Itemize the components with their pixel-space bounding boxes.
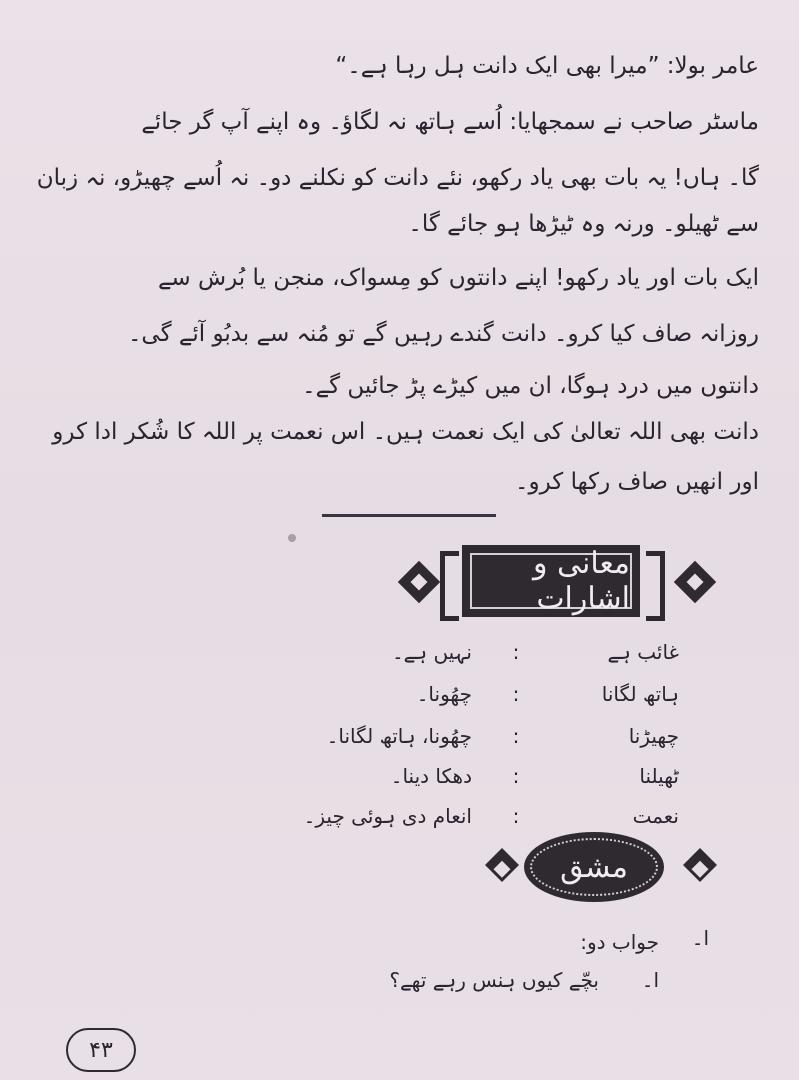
- glossary-row: [0, 682, 799, 718]
- glossary-term: غائب ہے: [607, 640, 679, 664]
- paragraph-line: ماسٹر صاحب نے سمجھایا: اُسے ہاتھ نہ لگاؤ۔ وہ اپنے آپ گر جائے: [141, 109, 759, 135]
- glossary-colon: :: [512, 804, 520, 828]
- page-number-text: ۴۳: [89, 1037, 113, 1063]
- exercise-oval: [524, 832, 664, 902]
- glossary-meaning: نہیں ہے۔: [391, 640, 472, 664]
- glossary-meaning: چھُونا، ہاتھ لگانا۔: [326, 724, 472, 748]
- glossary-term: نعمت: [632, 804, 679, 828]
- paragraph-line: دانت بھی اللہ تعالیٰ کی ایک نعمت ہیں۔ اس نعمت پر اللہ کا شُکر ادا کرو: [52, 419, 759, 445]
- glossary-row: [0, 724, 799, 760]
- paragraph-line: روزانہ صاف کیا کرو۔ دانت گندے رہیں گے تو مُنہ سے بدبُو آئے گی۔: [127, 321, 759, 347]
- question-number: ا۔: [691, 926, 709, 950]
- glossary-colon: :: [512, 640, 520, 664]
- glossary-term: ہاتھ لگانا: [601, 682, 679, 706]
- diamond-ornament-right: [674, 561, 716, 603]
- paragraph-line: عامر بولا: ”میرا بھی ایک دانت ہل رہا ہے۔“: [335, 53, 759, 79]
- paper-speck: [288, 534, 296, 542]
- section-divider: [322, 514, 496, 517]
- diamond-ornament-right: [683, 848, 717, 882]
- glossary-colon: :: [512, 724, 520, 748]
- glossary-colon: :: [512, 764, 520, 788]
- page-number: [66, 1028, 136, 1072]
- glossary-meaning: چھُونا۔: [416, 682, 472, 706]
- glossary-colon: :: [512, 682, 520, 706]
- glossary-meaning: انعام دی ہوئی چیز۔: [303, 804, 472, 828]
- diamond-ornament-left: [485, 848, 519, 882]
- paragraph-line: ایک بات اور یاد رکھو! اپنے دانتوں کو مِسواک، منجن یا بُرش سے: [157, 265, 759, 291]
- glossary-row: [0, 640, 799, 676]
- paragraph-line: دانتوں میں درد ہوگا، ان میں کیڑے پڑ جائیں گے۔: [302, 373, 759, 399]
- paragraph-line: سے ٹھیلو۔ ورنہ وہ ٹیڑھا ہو جائے گا۔: [408, 211, 759, 237]
- bracket-ornament-right: [646, 551, 665, 621]
- glossary-term: چھیڑنا: [628, 724, 679, 748]
- question-label: جواب دو:: [580, 930, 659, 954]
- exercise-heading: مشق: [560, 849, 628, 885]
- glossary-heading: معانی و اشارات: [470, 553, 632, 609]
- glossary-term: ٹھیلنا: [639, 764, 679, 788]
- exercise-banner: [524, 832, 664, 902]
- glossary-row: [0, 804, 799, 840]
- bracket-ornament-left: [440, 551, 459, 621]
- glossary-banner: [462, 545, 640, 617]
- paragraph-line: اور انھیں صاف رکھا کرو۔: [515, 469, 759, 495]
- sub-question: بچّے کیوں ہنس رہے تھے؟: [389, 968, 599, 992]
- paragraph-line: گا۔ ہاں! یہ بات بھی یاد رکھو، نئے دانت کو نکلنے دو۔ نہ اُسے چھیڑو، نہ زبان: [36, 165, 759, 191]
- diamond-ornament-left: [398, 561, 440, 603]
- sub-question-number: ا۔: [641, 968, 659, 992]
- glossary-meaning: دھکا دینا۔: [390, 764, 472, 788]
- glossary-row: [0, 764, 799, 800]
